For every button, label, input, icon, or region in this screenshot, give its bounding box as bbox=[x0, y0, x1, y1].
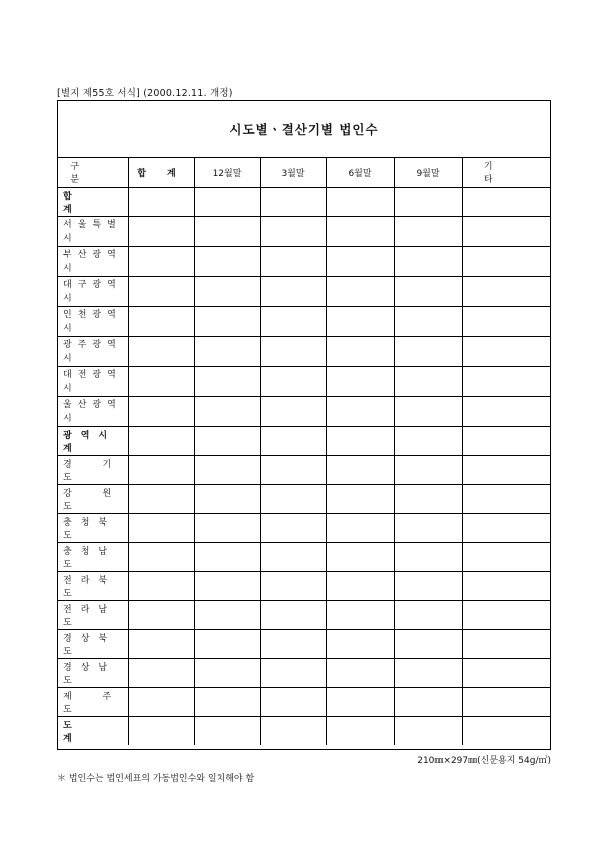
table-row bbox=[58, 542, 550, 571]
value-cell[interactable] bbox=[462, 366, 550, 396]
row-label: 대구광역시 bbox=[58, 276, 128, 306]
value-cell[interactable] bbox=[462, 658, 550, 687]
title-row bbox=[58, 101, 550, 158]
value-cell[interactable] bbox=[326, 571, 394, 600]
value-cell[interactable] bbox=[462, 216, 550, 246]
table-row bbox=[58, 600, 550, 629]
row-label: 경 기 도 bbox=[58, 455, 128, 484]
table-row bbox=[58, 187, 550, 216]
value-cell[interactable] bbox=[194, 484, 260, 513]
value-cell[interactable] bbox=[260, 513, 326, 542]
paper-size-note: 210㎜×297㎜(신문용지 54g/㎡) bbox=[417, 756, 551, 766]
value-cell[interactable] bbox=[326, 600, 394, 629]
value-cell[interactable] bbox=[260, 216, 326, 246]
value-cell[interactable] bbox=[326, 716, 394, 745]
value-cell[interactable] bbox=[326, 513, 394, 542]
value-cell[interactable] bbox=[326, 306, 394, 336]
value-cell[interactable] bbox=[462, 426, 550, 455]
value-cell[interactable] bbox=[462, 513, 550, 542]
value-cell[interactable] bbox=[394, 396, 462, 426]
value-cell[interactable] bbox=[194, 687, 260, 716]
value-cell[interactable] bbox=[260, 571, 326, 600]
header-row bbox=[58, 158, 550, 187]
form-title: 시도별ㆍ결산기별 법인수 bbox=[229, 122, 379, 137]
row-label: 강 원 도 bbox=[58, 484, 128, 513]
value-cell[interactable] bbox=[194, 366, 260, 396]
value-cell[interactable] bbox=[260, 716, 326, 745]
value-cell[interactable] bbox=[128, 658, 194, 687]
value-cell[interactable] bbox=[260, 276, 326, 306]
footnote: ＊ 법인수는 법인세표의 가동법인수와 일치해야 함 bbox=[57, 774, 255, 784]
row-label: 광역시계 bbox=[58, 426, 128, 455]
value-cell[interactable] bbox=[194, 216, 260, 246]
row-label: 전라북도 bbox=[58, 571, 128, 600]
value-cell[interactable] bbox=[462, 187, 550, 216]
value-cell[interactable] bbox=[394, 484, 462, 513]
value-cell[interactable] bbox=[260, 542, 326, 571]
row-label: 전라남도 bbox=[58, 600, 128, 629]
value-cell[interactable] bbox=[462, 687, 550, 716]
header-period-4: 9월말 bbox=[394, 158, 462, 187]
header-period-2: 3월말 bbox=[260, 158, 326, 187]
table-row bbox=[58, 216, 550, 246]
value-cell[interactable] bbox=[128, 396, 194, 426]
table-row bbox=[58, 246, 550, 276]
value-cell[interactable] bbox=[462, 246, 550, 276]
value-cell[interactable] bbox=[260, 658, 326, 687]
value-cell[interactable] bbox=[194, 336, 260, 366]
value-cell[interactable] bbox=[260, 306, 326, 336]
value-cell[interactable] bbox=[394, 306, 462, 336]
value-cell[interactable] bbox=[194, 658, 260, 687]
value-cell[interactable] bbox=[260, 455, 326, 484]
value-cell[interactable] bbox=[260, 426, 326, 455]
table-row bbox=[58, 484, 550, 513]
table-row bbox=[58, 396, 550, 426]
value-cell[interactable] bbox=[326, 246, 394, 276]
value-cell[interactable] bbox=[394, 658, 462, 687]
value-cell[interactable] bbox=[194, 276, 260, 306]
row-label: 대전광역시 bbox=[58, 366, 128, 396]
value-cell[interactable] bbox=[194, 426, 260, 455]
value-cell[interactable] bbox=[462, 629, 550, 658]
value-cell[interactable] bbox=[326, 187, 394, 216]
value-cell[interactable] bbox=[394, 366, 462, 396]
value-cell[interactable] bbox=[128, 716, 194, 745]
table-row bbox=[58, 658, 550, 687]
row-label: 울산광역시 bbox=[58, 396, 128, 426]
row-label: 인천광역시 bbox=[58, 306, 128, 336]
value-cell[interactable] bbox=[326, 687, 394, 716]
row-label: 도 계 bbox=[58, 716, 128, 745]
value-cell[interactable] bbox=[128, 542, 194, 571]
value-cell[interactable] bbox=[128, 484, 194, 513]
value-cell[interactable] bbox=[394, 513, 462, 542]
corporation-count-table bbox=[58, 158, 550, 745]
row-label: 경상남도 bbox=[58, 658, 128, 687]
value-cell[interactable] bbox=[194, 455, 260, 484]
value-cell[interactable] bbox=[326, 455, 394, 484]
table-row bbox=[58, 716, 550, 745]
value-cell[interactable] bbox=[260, 687, 326, 716]
table-row bbox=[58, 455, 550, 484]
value-cell[interactable] bbox=[260, 629, 326, 658]
value-cell[interactable] bbox=[326, 542, 394, 571]
value-cell[interactable] bbox=[260, 187, 326, 216]
value-cell[interactable] bbox=[326, 629, 394, 658]
value-cell[interactable] bbox=[326, 484, 394, 513]
value-cell[interactable] bbox=[128, 306, 194, 336]
value-cell[interactable] bbox=[394, 187, 462, 216]
value-cell[interactable] bbox=[326, 276, 394, 306]
value-cell[interactable] bbox=[128, 187, 194, 216]
value-cell[interactable] bbox=[194, 306, 260, 336]
table-row bbox=[58, 276, 550, 306]
value-cell[interactable] bbox=[260, 484, 326, 513]
report-form bbox=[57, 100, 551, 750]
table-row bbox=[58, 513, 550, 542]
row-label: 충청남도 bbox=[58, 542, 128, 571]
value-cell[interactable] bbox=[128, 246, 194, 276]
row-label: 충청북도 bbox=[58, 513, 128, 542]
value-cell[interactable] bbox=[394, 542, 462, 571]
row-label: 서울특별시 bbox=[58, 216, 128, 246]
header-period-1: 12월말 bbox=[194, 158, 260, 187]
value-cell[interactable] bbox=[462, 542, 550, 571]
value-cell[interactable] bbox=[462, 396, 550, 426]
form-number-label: [별지 제55호 서식] (2000.12.11. 개정) bbox=[57, 88, 233, 99]
value-cell[interactable] bbox=[194, 513, 260, 542]
value-cell[interactable] bbox=[394, 246, 462, 276]
header-other: 기 타 bbox=[462, 158, 550, 187]
value-cell[interactable] bbox=[194, 187, 260, 216]
value-cell[interactable] bbox=[462, 455, 550, 484]
value-cell[interactable] bbox=[128, 687, 194, 716]
value-cell[interactable] bbox=[326, 366, 394, 396]
header-total: 합 계 bbox=[128, 158, 194, 187]
value-cell[interactable] bbox=[128, 513, 194, 542]
value-cell[interactable] bbox=[128, 336, 194, 366]
value-cell[interactable] bbox=[194, 542, 260, 571]
row-label: 부산광역시 bbox=[58, 246, 128, 276]
table-row bbox=[58, 306, 550, 336]
value-cell[interactable] bbox=[462, 571, 550, 600]
header-category: 구 분 bbox=[58, 158, 128, 187]
value-cell[interactable] bbox=[194, 246, 260, 276]
value-cell[interactable] bbox=[128, 600, 194, 629]
value-cell[interactable] bbox=[394, 455, 462, 484]
value-cell[interactable] bbox=[394, 571, 462, 600]
value-cell[interactable] bbox=[194, 716, 260, 745]
value-cell[interactable] bbox=[394, 716, 462, 745]
table-row bbox=[58, 571, 550, 600]
value-cell[interactable] bbox=[462, 716, 550, 745]
value-cell[interactable] bbox=[394, 276, 462, 306]
value-cell[interactable] bbox=[394, 629, 462, 658]
value-cell[interactable] bbox=[128, 276, 194, 306]
value-cell[interactable] bbox=[260, 336, 326, 366]
table-row bbox=[58, 366, 550, 396]
value-cell[interactable] bbox=[128, 216, 194, 246]
value-cell[interactable] bbox=[462, 484, 550, 513]
value-cell[interactable] bbox=[128, 366, 194, 396]
value-cell[interactable] bbox=[394, 687, 462, 716]
value-cell[interactable] bbox=[260, 366, 326, 396]
value-cell[interactable] bbox=[260, 396, 326, 426]
value-cell[interactable] bbox=[326, 396, 394, 426]
value-cell[interactable] bbox=[394, 426, 462, 455]
value-cell[interactable] bbox=[394, 336, 462, 366]
value-cell[interactable] bbox=[462, 600, 550, 629]
value-cell[interactable] bbox=[194, 571, 260, 600]
value-cell[interactable] bbox=[326, 658, 394, 687]
value-cell[interactable] bbox=[194, 600, 260, 629]
table-row bbox=[58, 336, 550, 366]
value-cell[interactable] bbox=[326, 336, 394, 366]
table-row bbox=[58, 426, 550, 455]
value-cell[interactable] bbox=[194, 396, 260, 426]
header-period-3: 6월말 bbox=[326, 158, 394, 187]
value-cell[interactable] bbox=[260, 600, 326, 629]
value-cell[interactable] bbox=[394, 216, 462, 246]
table-row bbox=[58, 629, 550, 658]
value-cell[interactable] bbox=[326, 216, 394, 246]
value-cell[interactable] bbox=[260, 246, 326, 276]
row-label: 경상북도 bbox=[58, 629, 128, 658]
value-cell[interactable] bbox=[128, 455, 194, 484]
value-cell[interactable] bbox=[128, 571, 194, 600]
value-cell[interactable] bbox=[394, 600, 462, 629]
value-cell[interactable] bbox=[194, 629, 260, 658]
value-cell[interactable] bbox=[128, 426, 194, 455]
row-label: 합 계 bbox=[58, 187, 128, 216]
value-cell[interactable] bbox=[128, 629, 194, 658]
value-cell[interactable] bbox=[462, 336, 550, 366]
value-cell[interactable] bbox=[462, 276, 550, 306]
row-label: 광주광역시 bbox=[58, 336, 128, 366]
value-cell[interactable] bbox=[326, 426, 394, 455]
row-label: 제 주 도 bbox=[58, 687, 128, 716]
value-cell[interactable] bbox=[462, 306, 550, 336]
table-row bbox=[58, 687, 550, 716]
